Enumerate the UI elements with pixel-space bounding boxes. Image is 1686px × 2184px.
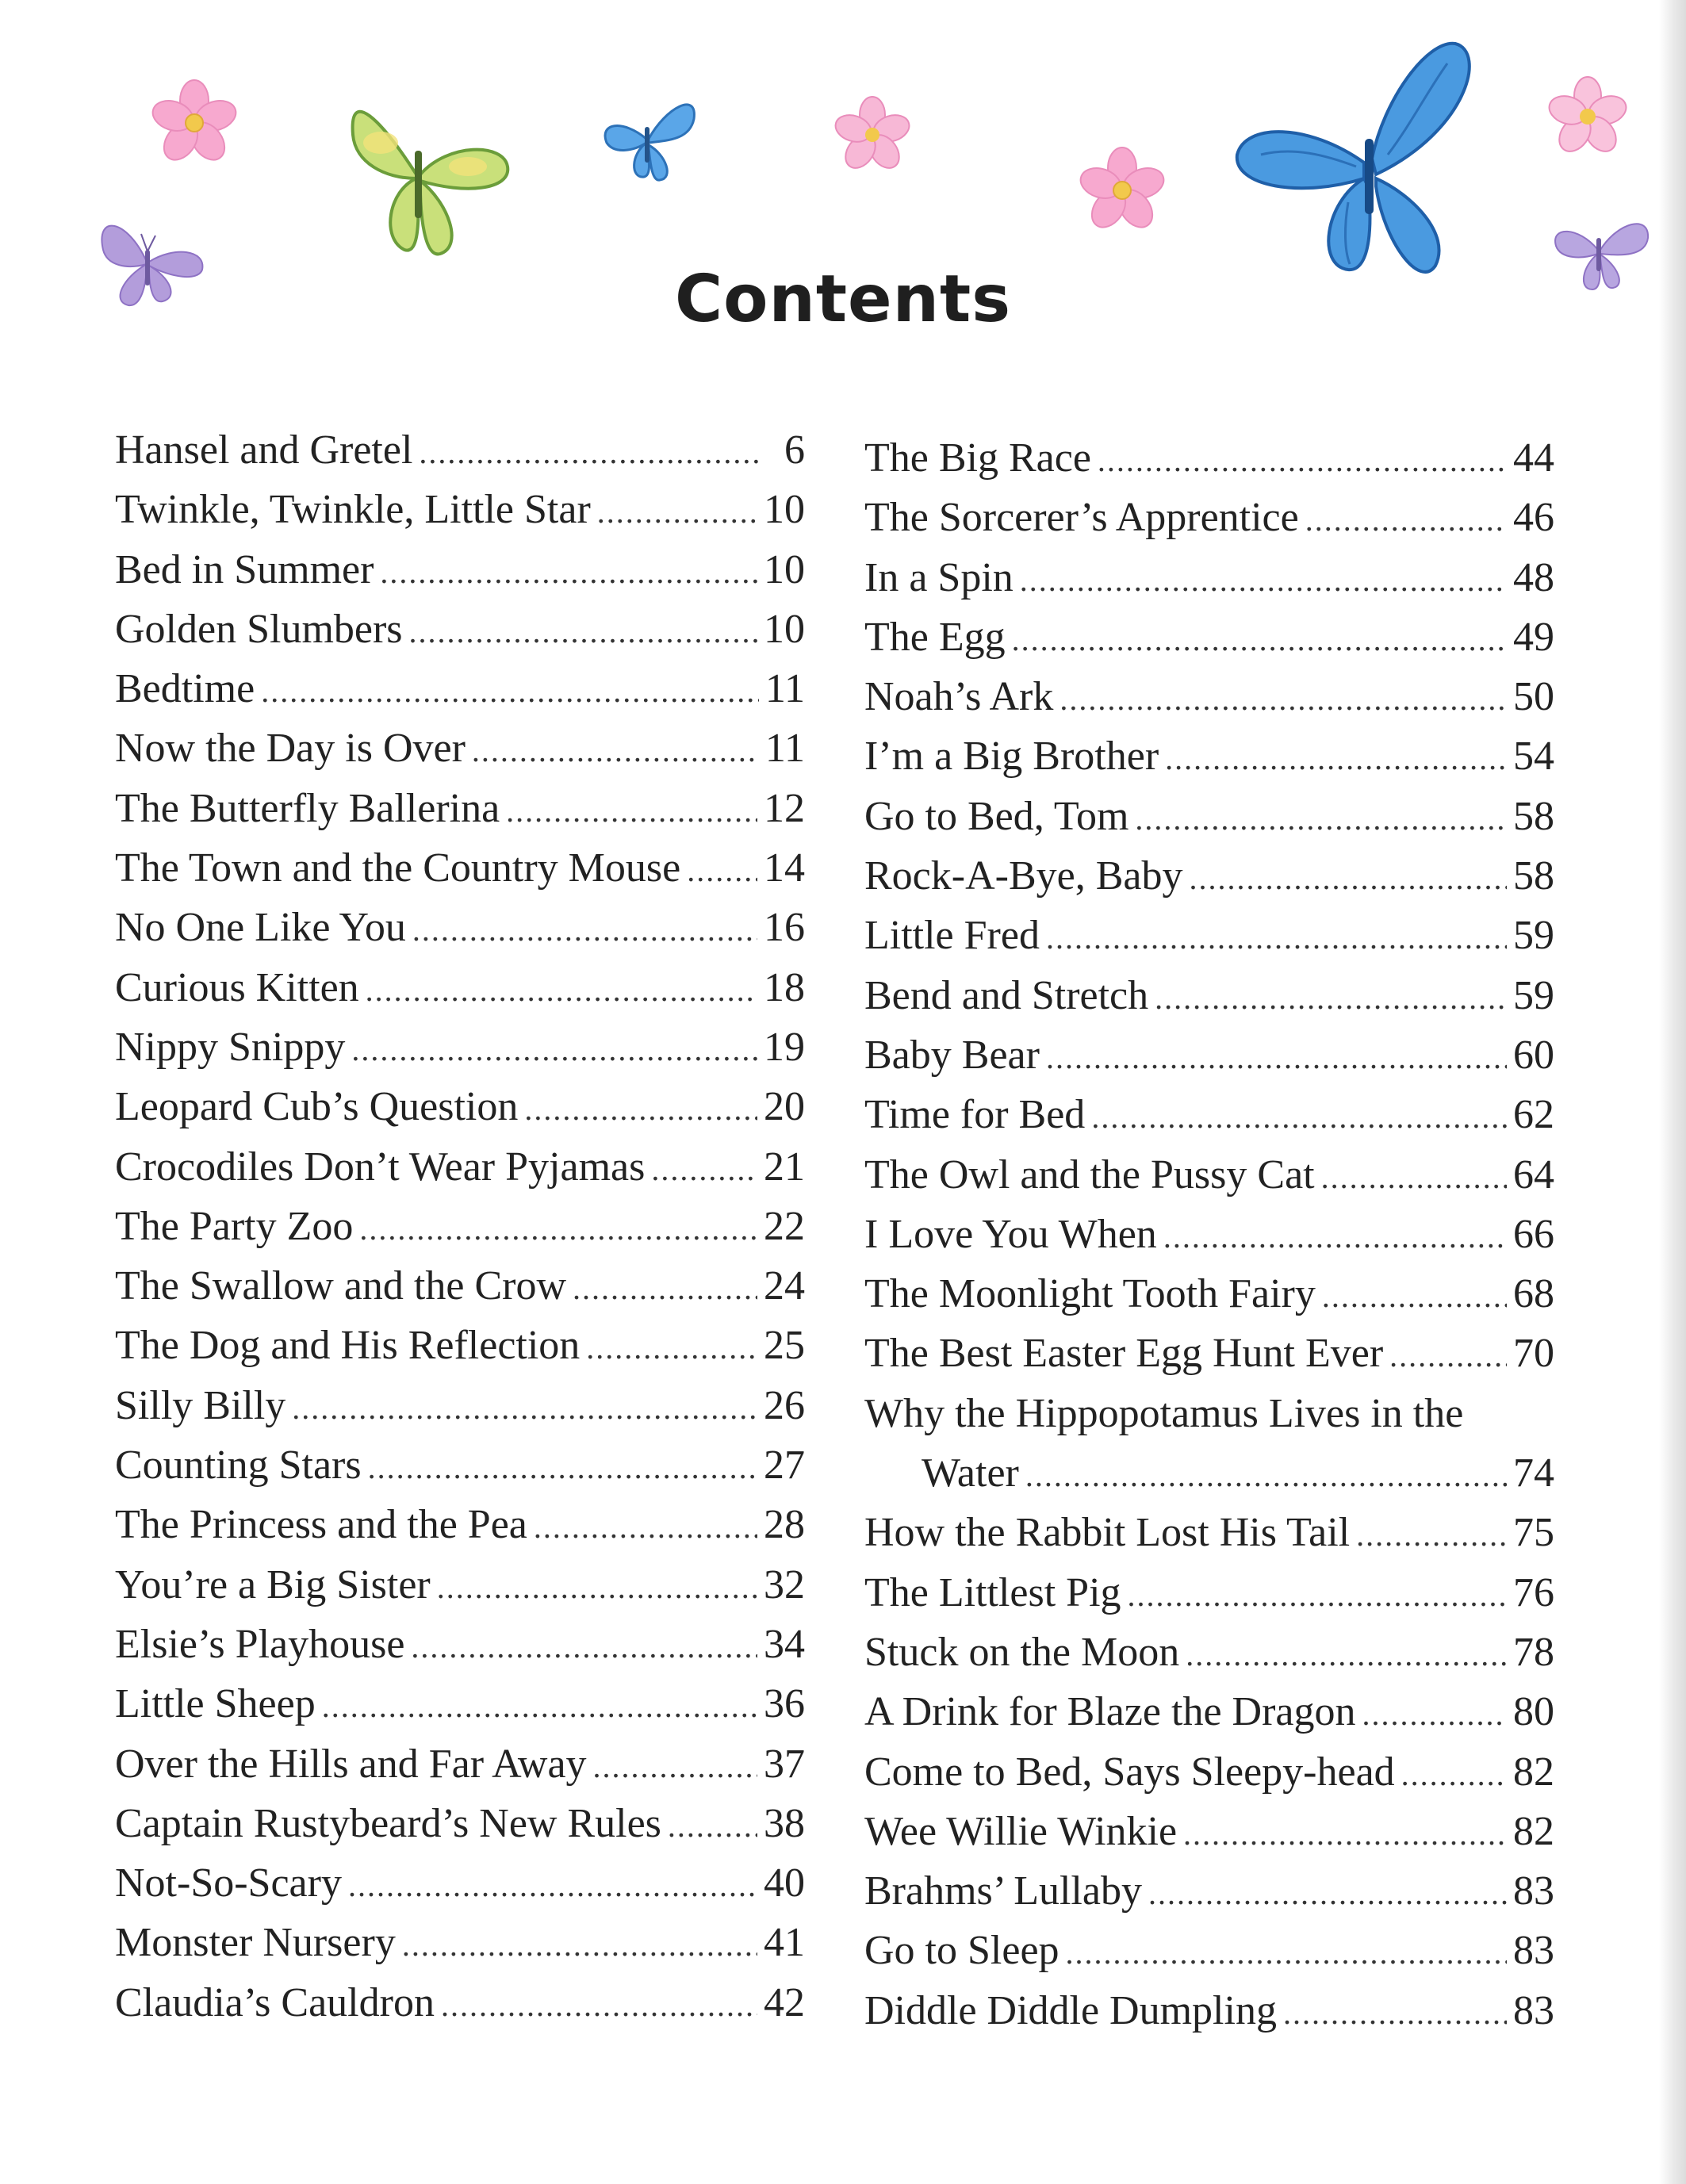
toc-dot-leader [1046, 908, 1507, 967]
flower-icon [829, 95, 916, 174]
toc-entry-title: Elsie’s Playhouse [115, 1621, 405, 1667]
toc-entry [115, 1197, 805, 1256]
page-title: Contents [674, 262, 1012, 337]
toc-dot-leader [1066, 1923, 1507, 1983]
toc-dot-leader [1012, 610, 1507, 669]
toc-entry [115, 1555, 805, 1615]
toc-entry [864, 726, 1554, 786]
toc-dot-leader [1186, 1625, 1507, 1684]
flower-icon [147, 79, 242, 167]
toc-entry-page: 74 [1513, 1450, 1554, 1496]
toc-entry [864, 1861, 1554, 1921]
toc-dot-leader [419, 423, 759, 482]
toc-entry-title: Silly Billy [115, 1382, 286, 1428]
toc-entry-title: Claudia’s Cauldron [115, 1979, 435, 2025]
toc-entry-title: The Town and the Country Mouse [115, 845, 681, 891]
toc-entry-page: 40 [764, 1860, 805, 1906]
toc-dot-leader [534, 1497, 757, 1557]
contents-right-column [864, 428, 1554, 2040]
toc-dot-leader [366, 960, 757, 1020]
toc-entry-page: 28 [764, 1502, 805, 1548]
toc-entry-title: Golden Slumbers [115, 606, 403, 652]
toc-entry-page: 68 [1513, 1271, 1554, 1317]
toc-dot-leader [409, 602, 757, 661]
toc-entry [115, 1256, 805, 1316]
toc-entry [864, 1921, 1554, 1980]
toc-dot-leader [1135, 789, 1507, 849]
toc-entry-page: 82 [1513, 1749, 1554, 1795]
toc-entry [864, 1981, 1554, 2040]
toc-dot-leader [1025, 1446, 1507, 1505]
toc-entry-page: 44 [1513, 435, 1554, 481]
toc-dot-leader [524, 1079, 757, 1139]
toc-entry-page: 32 [764, 1561, 805, 1607]
toc-entry [115, 1435, 805, 1495]
toc-entry [864, 1682, 1554, 1741]
toc-entry [115, 1794, 805, 1853]
toc-entry [864, 1025, 1554, 1085]
toc-entry-page: 18 [764, 964, 805, 1010]
toc-entry-page: 82 [1513, 1808, 1554, 1854]
toc-entry [864, 1324, 1554, 1383]
toc-entry [864, 1085, 1554, 1144]
toc-entry-title: Go to Sleep [864, 1928, 1059, 1974]
toc-dot-leader [261, 661, 759, 721]
large-blue-butterfly-icon [1213, 28, 1499, 297]
toc-entry-title: Over the Hills and Far Away [115, 1741, 587, 1787]
toc-entry-title: I Love You When [864, 1211, 1157, 1257]
toc-entry-title: Hansel and Gretel [115, 427, 413, 473]
toc-entry [864, 667, 1554, 726]
toc-entry [864, 1563, 1554, 1623]
toc-entry [115, 600, 805, 659]
toc-dot-leader [687, 841, 757, 900]
toc-entry-page: 70 [1513, 1331, 1554, 1377]
toc-dot-leader [1059, 669, 1507, 729]
toc-entry [115, 1017, 805, 1077]
toc-dot-leader [597, 482, 757, 542]
toc-entry-page: 25 [764, 1323, 805, 1369]
toc-entry [115, 838, 805, 898]
toc-dot-leader [651, 1140, 757, 1199]
toc-dot-leader [1362, 1684, 1507, 1744]
toc-entry-page: 83 [1513, 1987, 1554, 2033]
toc-dot-leader [1401, 1745, 1507, 1804]
toc-entry-page: 75 [1513, 1510, 1554, 1556]
toc-entry-page: 66 [1513, 1211, 1554, 1257]
toc-entry-page: 36 [764, 1681, 805, 1727]
toc-dot-leader [1183, 1804, 1507, 1864]
toc-entry-page: 20 [764, 1084, 805, 1130]
toc-dot-leader [411, 1617, 757, 1676]
toc-entry-title: Little Sheep [115, 1681, 316, 1727]
toc-entry-page: 76 [1513, 1569, 1554, 1615]
toc-entry-page: 64 [1513, 1151, 1554, 1197]
green-butterfly-icon [309, 71, 523, 278]
toc-entry-title: Now the Day is Over [115, 726, 466, 772]
toc-entry-title: Rock-A-Bye, Baby [864, 853, 1183, 899]
toc-entry-title: Go to Bed, Tom [864, 793, 1129, 839]
toc-entry-page: 78 [1513, 1629, 1554, 1675]
toc-entry [864, 1802, 1554, 1861]
toc-entry-title: The Sorcerer’s Apprentice [864, 495, 1299, 541]
toc-entry-title: Twinkle, Twinkle, Little Star [115, 487, 591, 533]
toc-entry [864, 1742, 1554, 1802]
toc-dot-leader [441, 1975, 757, 2035]
toc-entry [864, 607, 1554, 667]
toc-entry-title: Monster Nursery [115, 1920, 396, 1966]
toc-entry [115, 1973, 805, 2033]
toc-entry-title: Leopard Cub’s Question [115, 1084, 519, 1130]
toc-entry-title: Crocodiles Don’t Wear Pyjamas [115, 1144, 646, 1190]
toc-entry [115, 1734, 805, 1794]
toc-entry-page: 37 [764, 1741, 805, 1787]
toc-dot-leader [1091, 1087, 1507, 1147]
toc-entry [864, 548, 1554, 607]
toc-entry [864, 1443, 1554, 1503]
toc-dot-leader [412, 900, 757, 960]
toc-entry-title: I’m a Big Brother [864, 734, 1159, 780]
toc-entry [115, 1853, 805, 1913]
toc-dot-leader [437, 1558, 757, 1617]
toc-dot-leader [1020, 550, 1507, 610]
toc-dot-leader [402, 1915, 757, 1975]
toc-entry-page: 14 [764, 845, 805, 891]
toc-entry-title: The Littlest Pig [864, 1569, 1121, 1615]
toc-entry-page: 46 [1513, 495, 1554, 541]
toc-entry-page: 21 [764, 1144, 805, 1190]
toc-dot-leader [593, 1737, 757, 1796]
toc-dot-leader [1189, 849, 1507, 908]
toc-entry-title: No One Like You [115, 905, 406, 951]
toc-entry [115, 1316, 805, 1375]
toc-entry-title: The Princess and the Pea [115, 1502, 527, 1548]
toc-entry-title: In a Spin [864, 554, 1014, 600]
toc-dot-leader [1322, 1266, 1507, 1326]
toc-entry [864, 906, 1554, 965]
toc-entry-title: Brahms’ Lullaby [864, 1868, 1142, 1914]
toc-dot-leader [359, 1199, 757, 1259]
toc-entry-title: Counting Stars [115, 1443, 362, 1489]
toc-entry-page: 59 [1513, 972, 1554, 1018]
toc-entry [115, 1615, 805, 1674]
toc-entry-title: The Party Zoo [115, 1203, 354, 1249]
toc-entry-title: Noah’s Ark [864, 674, 1054, 720]
toc-entry-page: 10 [764, 487, 805, 533]
toc-entry-page: 50 [1513, 674, 1554, 720]
toc-entry-title: Stuck on the Moon [864, 1629, 1180, 1675]
toc-entry [864, 966, 1554, 1025]
toc-dot-leader [573, 1259, 757, 1318]
toc-entry-page: 34 [764, 1621, 805, 1667]
toc-dot-leader [1046, 1028, 1507, 1087]
toc-entry [864, 1145, 1554, 1205]
toc-dot-leader [380, 542, 757, 602]
toc-entry-title: You’re a Big Sister [115, 1561, 431, 1607]
toc-entry [864, 488, 1554, 547]
toc-entry [115, 1137, 805, 1197]
toc-entry-title: Water [922, 1450, 1019, 1496]
toc-entry-title: The Swallow and the Crow [115, 1263, 567, 1309]
toc-dot-leader [322, 1676, 757, 1736]
toc-dot-leader [1163, 1207, 1507, 1266]
toc-dot-leader [292, 1378, 757, 1438]
toc-entry [115, 958, 805, 1017]
toc-dot-leader [1148, 1864, 1507, 1923]
toc-entry-title: How the Rabbit Lost His Tail [864, 1510, 1351, 1556]
flower-icon [1542, 75, 1634, 159]
toc-entry-title: Little Fred [864, 913, 1040, 959]
toc-entry-page: 11 [764, 666, 805, 712]
toc-entry-title: Come to Bed, Says Sleepy-head [864, 1749, 1395, 1795]
toc-entry-title: Bed in Summer [115, 546, 374, 592]
toc-entry-page: 42 [764, 1979, 805, 2025]
toc-entry-title: Time for Bed [864, 1092, 1086, 1138]
toc-entry [864, 1503, 1554, 1562]
toc-dot-leader [1305, 490, 1507, 550]
toc-entry-page: 62 [1513, 1092, 1554, 1138]
toc-entry [864, 1205, 1554, 1264]
toc-entry-title: Not-So-Scary [115, 1860, 342, 1906]
toc-entry [864, 1623, 1554, 1682]
toc-entry-page: 22 [764, 1203, 805, 1249]
toc-entry [115, 779, 805, 838]
toc-entry-page: 60 [1513, 1032, 1554, 1078]
toc-entry-page: 26 [764, 1382, 805, 1428]
toc-dot-leader [348, 1856, 757, 1915]
toc-dot-leader [1283, 1983, 1507, 2043]
toc-entry-title: Why the Hippopotamus Lives in the [864, 1390, 1464, 1436]
toc-entry-page: 12 [764, 785, 805, 831]
toc-entry-title: Baby Bear [864, 1032, 1040, 1078]
toc-dot-leader [1155, 968, 1507, 1028]
toc-entry-page: 83 [1513, 1868, 1554, 1914]
toc-dot-leader [1389, 1326, 1507, 1385]
toc-entry-page: 24 [764, 1263, 805, 1309]
toc-entry-page: 19 [764, 1024, 805, 1070]
toc-entry [864, 846, 1554, 906]
toc-dot-leader [586, 1318, 757, 1377]
toc-entry-page: 27 [764, 1443, 805, 1489]
toc-dot-leader [1165, 729, 1507, 788]
toc-entry [115, 1495, 805, 1554]
toc-entry-title: The Dog and His Reflection [115, 1323, 581, 1369]
toc-entry [115, 420, 805, 480]
toc-dot-leader [506, 781, 757, 841]
toc-dot-leader [668, 1796, 757, 1856]
toc-entry [115, 1376, 805, 1435]
toc-entry-page: 59 [1513, 913, 1554, 959]
toc-entry [115, 1913, 805, 1972]
toc-entry-title: The Butterfly Ballerina [115, 785, 500, 831]
toc-entry-page: 54 [1513, 734, 1554, 780]
toc-entry-page: 49 [1513, 614, 1554, 660]
toc-entry-title: Bend and Stretch [864, 972, 1149, 1018]
toc-dot-leader [1128, 1565, 1507, 1625]
flower-icon [1075, 147, 1170, 234]
toc-entry-page: 6 [784, 427, 805, 473]
toc-dot-leader [351, 1020, 757, 1079]
small-blue-butterfly-icon [587, 83, 706, 194]
toc-dot-leader [368, 1438, 757, 1497]
toc-dot-leader [1321, 1148, 1507, 1207]
toc-entry-page: 10 [764, 546, 805, 592]
toc-entry [115, 540, 805, 600]
toc-dot-leader [472, 721, 759, 780]
toc-entry-title: Diddle Diddle Dumpling [864, 1987, 1277, 2033]
toc-entry-page: 41 [764, 1920, 805, 1966]
toc-entry-title: Wee Willie Winkie [864, 1808, 1178, 1854]
toc-entry-page: 10 [764, 606, 805, 652]
toc-entry-page: 83 [1513, 1928, 1554, 1974]
toc-entry [115, 1077, 805, 1136]
toc-entry-title: The Big Race [864, 435, 1091, 481]
toc-entry [115, 480, 805, 539]
toc-entry-title: The Egg [864, 614, 1006, 660]
toc-entry [115, 718, 805, 778]
toc-entry-title: The Owl and the Pussy Cat [864, 1151, 1315, 1197]
toc-entry-title: A Drink for Blaze the Dragon [864, 1689, 1356, 1735]
toc-entry [864, 787, 1554, 846]
toc-entry [115, 1674, 805, 1734]
toc-entry-page: 38 [764, 1800, 805, 1846]
toc-entry [115, 659, 805, 718]
toc-entry-title: Captain Rustybeard’s New Rules [115, 1800, 661, 1846]
toc-entry-page: 58 [1513, 853, 1554, 899]
toc-entry-page: 16 [764, 905, 805, 951]
toc-entry-page: 48 [1513, 554, 1554, 600]
toc-entry-title: The Best Easter Egg Hunt Ever [864, 1331, 1384, 1377]
toc-entry-title: Nippy Snippy [115, 1024, 346, 1070]
toc-dot-leader [1356, 1505, 1507, 1565]
toc-entry-page: 11 [764, 726, 805, 772]
toc-entry [115, 898, 805, 957]
toc-entry [864, 428, 1554, 488]
toc-entry-title: Bedtime [115, 666, 255, 712]
toc-entry [864, 1264, 1554, 1324]
toc-entry-title: The Moonlight Tooth Fairy [864, 1271, 1316, 1317]
toc-entry-title: Curious Kitten [115, 964, 359, 1010]
toc-entry-page: 58 [1513, 793, 1554, 839]
toc-dot-leader [1098, 431, 1507, 490]
toc-entry [864, 1384, 1554, 1443]
toc-entry-page: 80 [1513, 1689, 1554, 1735]
contents-left-column [115, 420, 805, 2033]
